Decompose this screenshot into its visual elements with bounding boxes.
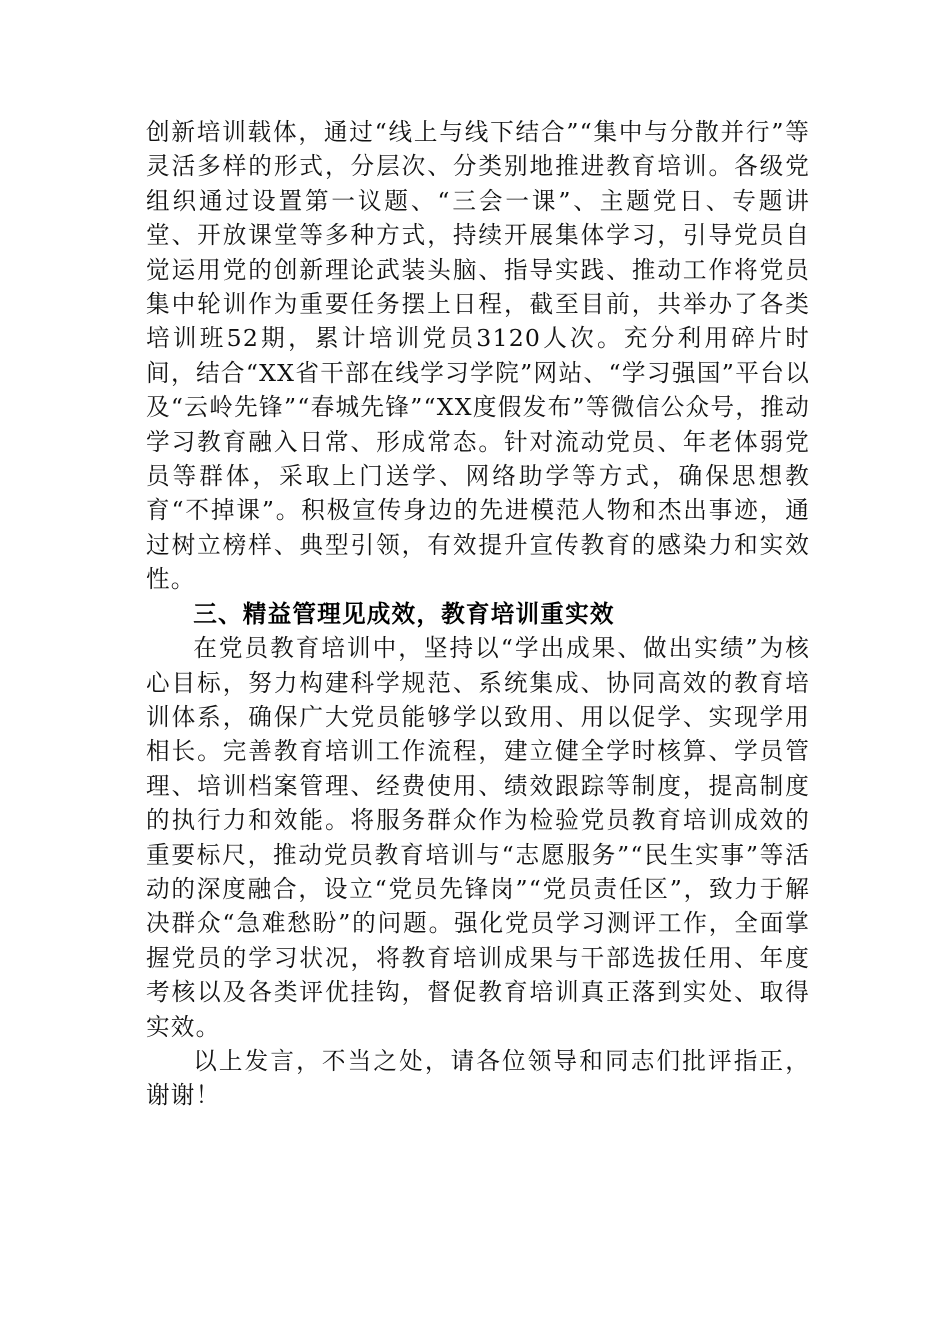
body-paragraph-training-carriers: 创新培训载体，通过“线上与线下结合”“集中与分散并行”等灵活多样的形式，分层次、分类别地推进教育培训。各级党组织通过设置第一议题、“三会一课”、主题党日、专题讲堂、开放课堂等多种方式，持续开展集体学习，引导党员自觉运用党的创新理论武装头脑、指导实践、推动工作将党员集中轮训作为重要任务摆上日程，截至目前，共举办了各类培训班52期，累计培训党员3120人次。充分利用碎片时间，结合“XX省干部在线学习学院”网站、“学习强国”平台以及“云岭先锋”“春城先锋”“XX度假发布”等微信公众号，推动学习教育融入日常、形成常态。针对流动党员、年老体弱党员等群体，采取上门送学、网络助学等方式，确保思想教育“不掉课”。积极宣传身边的先进模范人物和杰出事迹，通过树立榜样、典型引领，有效提升宣传教育的感染力和实效性。 — [146, 118, 810, 594]
document-body — [146, 115, 810, 1113]
body-paragraph-lean-management: 在党员教育培训中，坚持以“学出成果、做出实绩”为核心目标，努力构建科学规范、系统集成、协同高效的教育培训体系，确保广大党员能够学以致用、用以促学、实现学用相长。完善教育培训工作流程，建立健全学时核算、学员管理、培训档案管理、经费使用、绩效跟踪等制度，提高制度的执行力和效能。将服务群众作为检验党员教育培训成效的重要标尺，推动党员教育培训与“志愿服务”“民生实事”等活动的深度融合，设立“党员先锋岗”“党员责任区”，致力于解决群众“急难愁盼”的问题。强化党员学习测评工作，全面掌握党员的学习状况，将教育培训成果与干部选拔任用、年度考核以及各类评优挂钩，督促教育培训真正落到实处、取得实效。 — [146, 634, 810, 1041]
closing-paragraph: 以上发言，不当之处，请各位领导和同志们批评指正，谢谢！ — [146, 1046, 810, 1110]
section-heading-3: 三、精益管理见成效，教育培训重实效 — [193, 599, 615, 628]
